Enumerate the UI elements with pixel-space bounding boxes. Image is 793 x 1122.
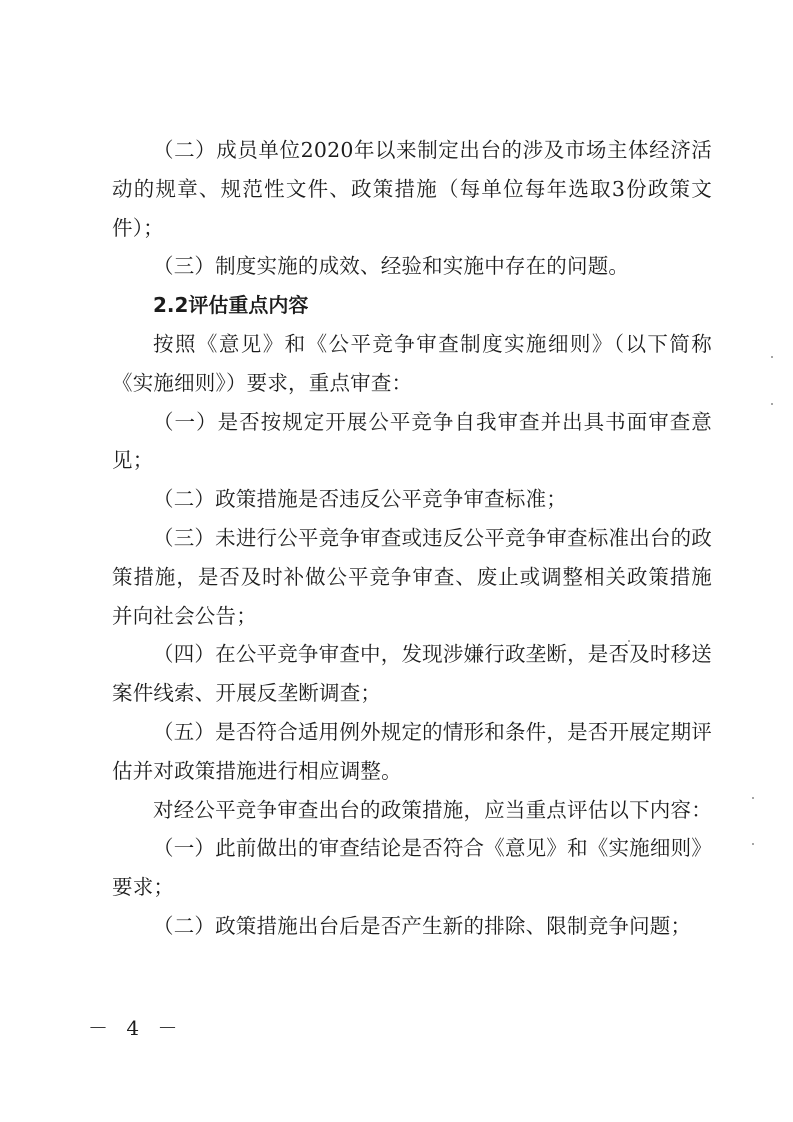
section-heading: 2.2评估重点内容 bbox=[153, 293, 309, 318]
paragraph-scope-2: （二）成员单位2020年以来制定出台的涉及市场主体经济活动的规章、规范性文件、政策措施（每单位每年选取3份政策文件）； bbox=[112, 138, 712, 240]
paragraph-review-4: （四）在公平竞争审查中，发现涉嫌行政垄断，是否及时移送案件线索、开展反垄断调查； bbox=[112, 642, 712, 706]
page-number: － 4 － bbox=[88, 1016, 184, 1040]
paragraph-scope-3: （三）制度实施的成效、经验和实施中存在的问题。 bbox=[153, 254, 630, 279]
document-body bbox=[112, 131, 712, 946]
paragraph-review-5: （五）是否符合适用例外规定的情形和条件，是否开展定期评估并对政策措施进行相应调整。 bbox=[112, 719, 712, 783]
paragraph-evaluate-intro: 对经公平竞争审查出台的政策措施，应当重点评估以下内容： bbox=[153, 797, 712, 822]
paragraph-evaluate-2: （二）政策措施出台后是否产生新的排除、限制竞争问题； bbox=[153, 913, 692, 938]
paragraph-review-2: （二）政策措施是否违反公平竞争审查标准； bbox=[153, 487, 567, 512]
paragraph-review-intro: 按照《意见》和《公平竞争审查制度实施细则》（以下简称《实施细则》）要求，重点审查： bbox=[112, 331, 712, 395]
paragraph-review-1: （一）是否按规定开展公平竞争自我审查并出具书面审查意见； bbox=[112, 409, 712, 473]
paragraph-evaluate-1: （一）此前做出的审查结论是否符合《意见》和《实施细则》要求； bbox=[112, 836, 712, 900]
paragraph-review-3: （三）未进行公平竞争审查或违反公平竞争审查标准出台的政策措施，是否及时补做公平竞争审查、废止或调整相关政策措施并向社会公告； bbox=[112, 525, 712, 628]
